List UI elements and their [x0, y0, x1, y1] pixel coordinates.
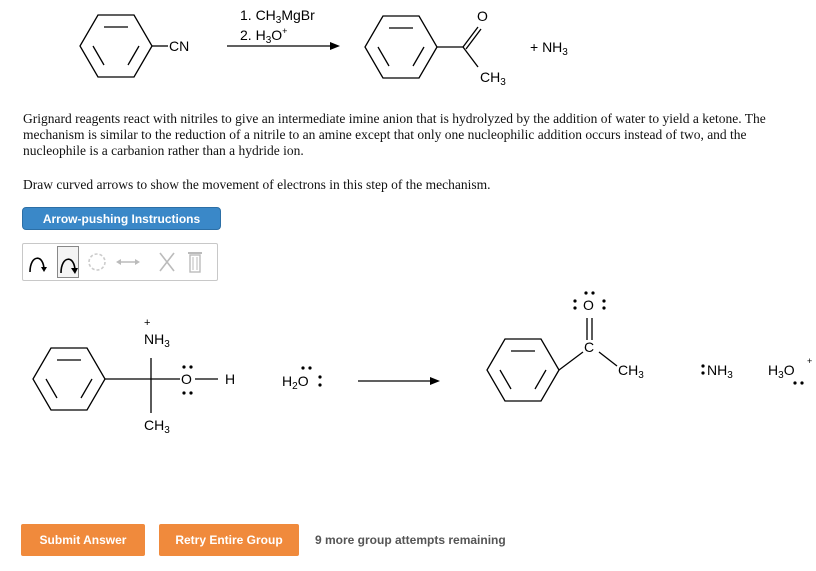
nitrile-group-label — [169, 39, 189, 53]
ketone-methyl-text: $CH_3$ — [480, 69, 506, 88]
retry-entire-group-button[interactable]: Retry Entire Group — [159, 524, 299, 556]
hydroxyl-oxygen-text: O — [181, 371, 192, 387]
lasso-tool[interactable] — [87, 246, 107, 276]
hydroxyl-hydrogen-atom[interactable] — [225, 372, 235, 386]
carbonyl-carbon-text: C — [584, 339, 595, 355]
hydroxyl-hydrogen-text: H — [225, 371, 236, 387]
mechanism-arrow — [358, 377, 440, 385]
hydronium-lone-pair — [793, 381, 803, 384]
reagent-line-2-text: 2. $H_3O^+$ — [240, 26, 288, 46]
delete-icon — [157, 246, 177, 276]
arrow-pushing-instructions-button[interactable]: Arrow-pushing Instructions — [22, 207, 221, 230]
mech-methyl-text: $CH_3$ — [144, 417, 170, 436]
submit-answer-button[interactable]: Submit Answer — [21, 524, 145, 556]
ammonia-lone-pair — [701, 364, 704, 374]
attempts-remaining-text: 9 more group attempts remaining — [315, 533, 506, 547]
byproduct-label — [530, 40, 568, 58]
hydronium-charge: + — [807, 356, 813, 366]
instruction-text: Draw curved arrows to show the movement of electrons in this step of the mechanism. — [23, 177, 491, 192]
ketone-methyl-label — [480, 70, 506, 88]
mech-methyl-label[interactable] — [144, 418, 170, 436]
lasso-icon — [87, 246, 107, 276]
ammonia-text: $NH_3$ — [707, 362, 733, 381]
ammonium-charge: + — [144, 317, 151, 329]
trash-icon — [185, 246, 205, 276]
water-molecule[interactable] — [282, 374, 309, 392]
benzene-ring-mech-product — [487, 318, 617, 401]
carbonyl-oxygen-text: O — [583, 297, 594, 313]
clear-all-tool[interactable] — [185, 246, 205, 276]
ketone-oxygen-label: O — [477, 8, 488, 24]
drawing-toolbar — [22, 243, 218, 281]
resonance-arrow-tool[interactable] — [113, 246, 143, 276]
nitrile-group-text: CN — [169, 38, 190, 54]
ammonium-group-text: $NH_3$ — [144, 331, 170, 350]
resonance-arrow-icon — [113, 246, 143, 276]
reagent-line-2 — [240, 27, 287, 46]
benzene-ring-product — [365, 16, 481, 78]
hydroxyl-oxygen-atom[interactable] — [181, 372, 192, 386]
delete-tool[interactable] — [157, 246, 177, 276]
single-electron-arrow-tool[interactable] — [27, 246, 47, 276]
electron-pair-arrow-icon — [58, 247, 78, 277]
ammonium-group-label[interactable] — [144, 332, 170, 350]
hydronium-ion[interactable] — [768, 363, 795, 381]
ammonia-molecule[interactable] — [707, 363, 733, 381]
single-electron-arrow-icon — [27, 246, 47, 276]
hydronium-text: $H_3O$ — [768, 362, 795, 381]
reagent-line-1-text: 1. $CH_3MgBr$ — [240, 7, 315, 26]
product-methyl-label[interactable] — [618, 363, 644, 381]
carbonyl-oxygen-atom[interactable] — [583, 298, 594, 312]
water-text: $H_2O$ — [282, 373, 309, 392]
byproduct-text: + $NH_3$ — [530, 39, 568, 58]
description-paragraph: Grignard reagents react with nitriles to give an intermediate imine anion that is hydrolyzed by the addition of water to yield a ketone. The mechanism is similar to the reduction of a nitrile to an amine except that only one nucleophilic addition occurs instead of two, and the nucleophile is a carbanion rather than a hydride ion. — [23, 111, 766, 158]
reagent-line-1 — [240, 8, 315, 26]
product-methyl-text: $CH_3$ — [618, 362, 644, 381]
electron-pair-arrow-tool[interactable] — [57, 246, 79, 278]
carbonyl-carbon-atom[interactable] — [584, 340, 594, 354]
benzene-ring-reactant — [80, 15, 168, 77]
